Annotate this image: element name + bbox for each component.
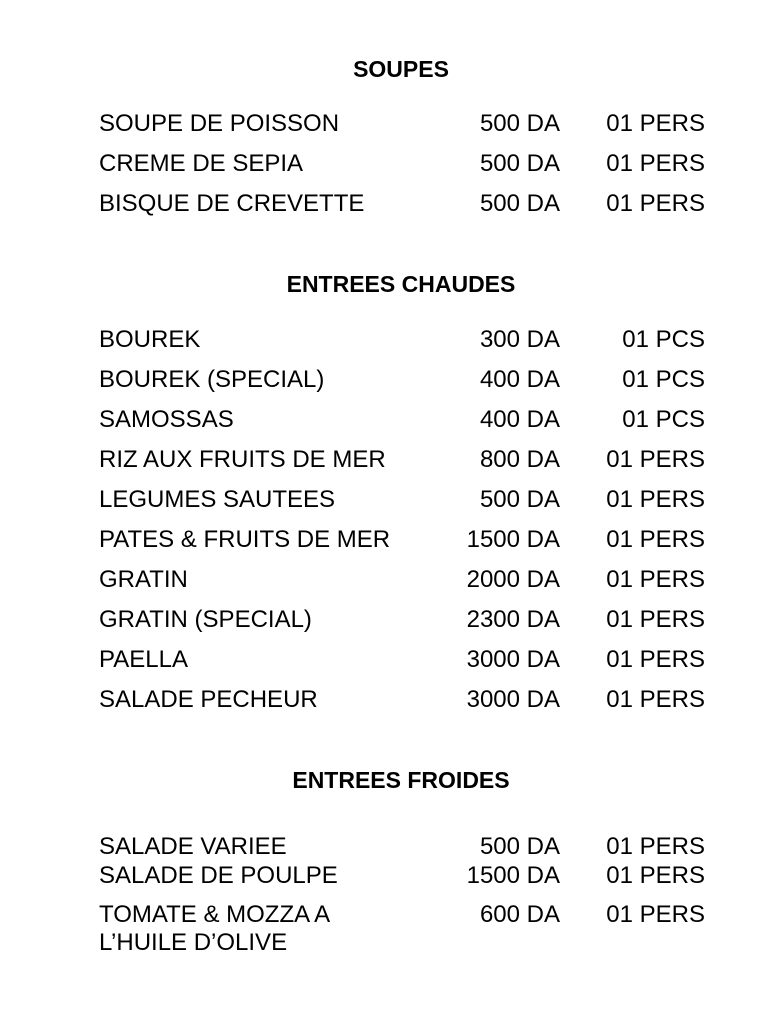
menu-item-row: [99, 110, 705, 138]
item-name: TOMATE & MOZZA A L’HUILE D’OLIVE: [99, 901, 329, 956]
item-price: 500 DA: [479, 190, 560, 217]
item-quantity: 01 PCS: [622, 326, 705, 353]
item-price: 500 DA: [479, 110, 560, 137]
section-title-entrees-froides: ENTREES FROIDES: [292, 767, 510, 793]
item-name: BISQUE DE CREVETTE: [99, 190, 365, 217]
item-price: 600 DA: [479, 901, 560, 928]
section-title-soupes: SOUPES: [353, 56, 449, 82]
item-name: PATES & FRUITS DE MER: [99, 526, 391, 553]
item-name: SALADE VARIEE: [99, 833, 287, 860]
item-quantity: 01 PERS: [606, 486, 705, 513]
item-name: RIZ AUX FRUITS DE MER: [99, 446, 386, 473]
item-price: 2000 DA: [466, 566, 560, 593]
item-quantity: 01 PERS: [606, 566, 705, 593]
item-price: 500 DA: [479, 833, 560, 860]
item-price: 1500 DA: [466, 862, 560, 889]
menu-item-row: [99, 406, 705, 434]
menu-item-row: [99, 190, 705, 218]
item-name: BOUREK (SPECIAL): [99, 366, 325, 393]
menu-item-row: [99, 686, 705, 714]
item-quantity: 01 PERS: [606, 862, 705, 889]
item-name: GRATIN: [99, 566, 188, 593]
item-price: 300 DA: [479, 326, 560, 353]
menu-item-row: [99, 606, 705, 634]
item-quantity: 01 PERS: [606, 833, 705, 860]
item-quantity: 01 PERS: [606, 110, 705, 137]
item-name: LEGUMES SAUTEES: [99, 486, 336, 513]
item-name: PAELLA: [99, 646, 188, 673]
menu-item-row: [99, 833, 705, 861]
item-quantity: 01 PCS: [622, 366, 705, 393]
item-name: SALADE PECHEUR: [99, 686, 318, 713]
menu-item-row: [99, 366, 705, 394]
item-name: GRATIN (SPECIAL): [99, 606, 312, 633]
item-price: 400 DA: [479, 406, 560, 433]
item-quantity: 01 PERS: [606, 446, 705, 473]
menu-item-row: [99, 446, 705, 474]
menu-item-row: [99, 862, 705, 890]
menu-item-row: [99, 646, 705, 674]
item-price: 500 DA: [479, 486, 560, 513]
item-price: 2300 DA: [466, 606, 560, 633]
item-quantity: 01 PERS: [606, 646, 705, 673]
item-price: 3000 DA: [466, 686, 560, 713]
menu-item-row: [99, 150, 705, 178]
item-name: SALADE DE POULPE: [99, 862, 338, 889]
item-name: SOUPE DE POISSON: [99, 110, 340, 137]
item-name: BOUREK: [99, 326, 201, 353]
item-quantity: 01 PERS: [606, 150, 705, 177]
item-quantity: 01 PERS: [606, 606, 705, 633]
item-name: SAMOSSAS: [99, 406, 234, 433]
item-quantity: 01 PERS: [606, 686, 705, 713]
item-name: CREME DE SEPIA: [99, 150, 304, 177]
menu-item-row: [99, 566, 705, 594]
menu-item-row: [99, 326, 705, 354]
item-price: 3000 DA: [466, 646, 560, 673]
menu-item-row: [99, 901, 705, 956]
menu-item-row: [99, 486, 705, 514]
item-price: 1500 DA: [466, 526, 560, 553]
menu-item-row: [99, 526, 705, 554]
item-price: 400 DA: [479, 366, 560, 393]
item-quantity: 01 PERS: [606, 901, 705, 928]
item-quantity: 01 PCS: [622, 406, 705, 433]
item-quantity: 01 PERS: [606, 190, 705, 217]
item-quantity: 01 PERS: [606, 526, 705, 553]
section-title-entrees-chaudes: ENTREES CHAUDES: [286, 271, 516, 297]
item-price: 500 DA: [479, 150, 560, 177]
item-price: 800 DA: [479, 446, 560, 473]
